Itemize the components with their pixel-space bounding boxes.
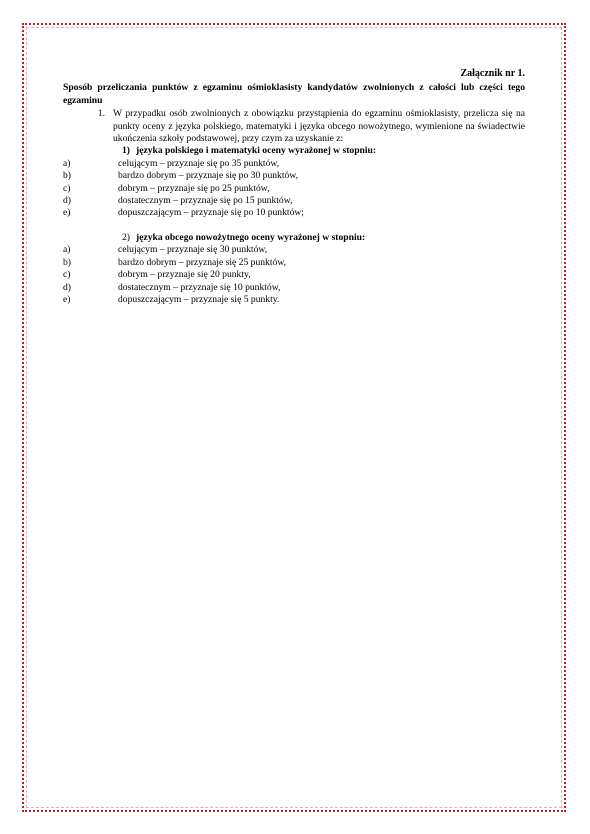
- item-letter: a): [63, 157, 71, 169]
- point-1-text: W przypadku osób zwolnionych z obowiązku przystąpienia do egzaminu ośmioklasisty, przelicza się na punkty oceny z języka polskiego, matematyki i języka obcego nowożytnego, wymienione na świadectwie ukończenia szkoły podstawowej, przy czym za uzyskanie z:: [113, 108, 525, 145]
- item-text: dopuszczającym – przyznaje się po 10 punktów;: [118, 207, 304, 219]
- item-letter: b): [63, 256, 71, 268]
- list-item: [63, 294, 525, 306]
- annex-label: Załącznik nr 1.: [460, 68, 525, 79]
- item-letter: c): [63, 269, 71, 281]
- list-item: [63, 207, 525, 219]
- section-1-heading: [122, 145, 525, 157]
- section-1-list: [63, 158, 525, 220]
- list-item: [63, 244, 525, 256]
- list-item: [63, 282, 525, 294]
- section-2-heading-text: języka obcego nowożytnego oceny wyrażonej w stopniu:: [136, 231, 366, 243]
- list-item: [63, 195, 525, 207]
- section-2-heading: [122, 232, 525, 244]
- document-body: [63, 68, 525, 306]
- list-item: [63, 183, 525, 195]
- list-item: [63, 257, 525, 269]
- item-text: celującym – przyznaje się po 35 punktów,: [118, 157, 280, 169]
- document-title: Sposób przeliczania punktów z egzaminu ośmioklasisty kandydatów zwolnionych z całości lub części tego egzaminu: [63, 82, 525, 106]
- point-1: [63, 108, 525, 145]
- item-letter: c): [63, 182, 71, 194]
- list-item: [63, 158, 525, 170]
- item-text: bardzo dobrym – przyznaje się 25 punktów,: [118, 256, 287, 268]
- section-1-number: 1): [122, 145, 130, 157]
- item-text: dobrym – przyznaje się 20 punkty,: [118, 269, 251, 281]
- item-letter: d): [63, 195, 71, 207]
- list-item: [63, 170, 525, 182]
- item-text: bardzo dobrym – przyznaje się po 30 punktów,: [118, 170, 299, 182]
- item-letter: b): [63, 170, 71, 182]
- section-2-number: 2): [122, 231, 130, 243]
- item-text: celującym – przyznaje się 30 punktów,: [118, 244, 268, 256]
- list-item: [63, 269, 525, 281]
- item-letter: d): [63, 281, 71, 293]
- item-text: dostatecznym – przyznaje się po 15 punktów,: [118, 195, 293, 207]
- item-text: dostatecznym – przyznaje się 10 punktów,: [118, 281, 281, 293]
- section-2-list: [63, 244, 525, 306]
- item-text: dopuszczającym – przyznaje się 5 punkty.: [118, 293, 280, 305]
- item-text: dobrym – przyznaje się po 25 punktów,: [118, 182, 270, 194]
- item-letter: e): [63, 207, 71, 219]
- item-letter: e): [63, 293, 71, 305]
- section-1-heading-text: języka polskiego i matematyki oceny wyrażonej w stopniu:: [136, 145, 377, 157]
- spacer: [63, 220, 525, 232]
- point-1-number: 1.: [97, 108, 105, 120]
- item-letter: a): [63, 244, 71, 256]
